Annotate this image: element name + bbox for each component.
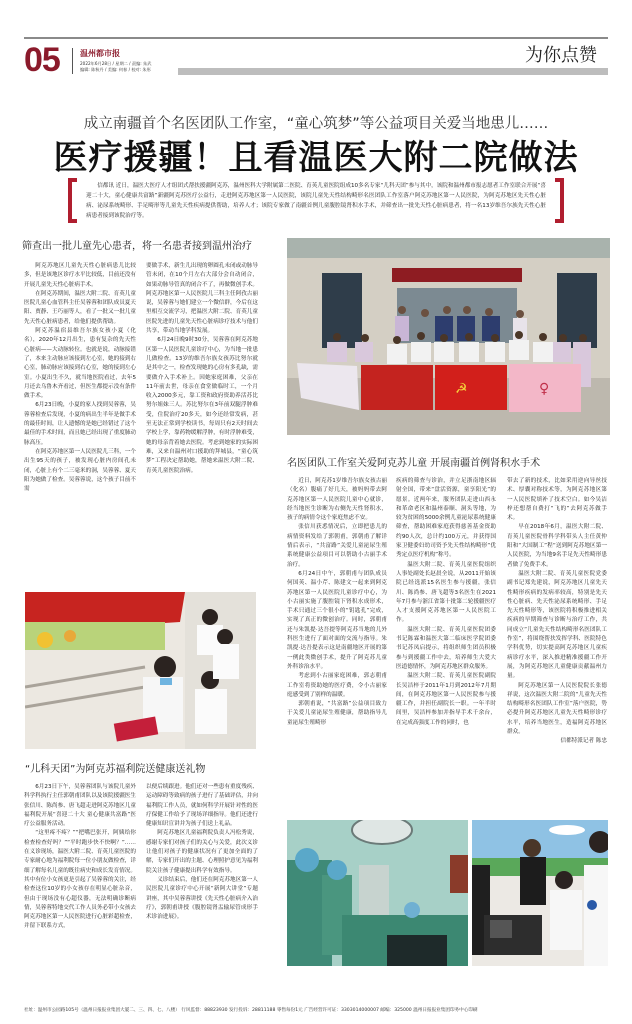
issue-meta	[80, 61, 151, 73]
right-bracket-decoration	[555, 178, 564, 223]
group-photo	[287, 238, 610, 435]
group-photo-illustration	[287, 238, 610, 435]
surgery-photo	[287, 820, 468, 966]
section2-column-2: 疾病的筛查与诊治，并立足浙南地区辐射全国，带来“盘活资源，童享阳光”的愿景。近两年来，服务团队走进山西永和革命老区和温州泰顺、洞头等地，为较为贫困的5000余例儿童泌尿系统健康筛查，帮助困难家庭获得慈善基金资助约90人次，总计约100万元，并获得国家卫健委妇幼司资予先天性结构畸形“优秀定点医疗机构”称号。 温医大附二院、育英儿童医院组织人事处副处长赵晨全说，从2011开始该院已经选派15名医生参与援疆，张信川、陈尚参、唐飞超等3名医生在2021年7月参与浙江省第十批第二轮援疆医疗人才支援阿克苏地区第一人民医院工作。 温医大附二院、育英儿童医院团委书记陈霖和温医大第二临床医学院团委书记苏凤启提示，将组织师生团员积极参与到援疆工作中去，培养师生大爱大医道德情怀，为阿克苏地区群众服务。 温医大附二院、育英儿童医院副院长吴洁梓于2011年1月到2012年7月期间，在阿克苏地区第一人民医院参与援疆工作，并担任副院长一职。一年半时间里，吴洁梓参加并指导手术千余台，在完成高强度工作的同时，也	[396, 478, 496, 726]
section1-column-1: 阿克苏地区儿童先天性心脏病患儿比较多，但是该地区诊疗水平比较低，目前还没有开展儿童先天性心脏病手术。 在阿克苏期间，温医大附二院、育英儿童医院儿童心血管科主任吴蓉蓉和团队成员夏天阳、贾静、王巧丽等人，看了一批又一批儿童先天性心脏病患者，给他们提供帮助。 阿克苏温宿县维吾尔族女孩小夏（化名），2020年12月出生，患有复杂的先天性心脏病——大动脉转位。也就是说，动脉接错了，本来主动脉应该接到左心室，她的接到右心室，肺动脉应该接到右心室，她的接到左心室。小夏出生不久，就当地医院看过，去年5月还去乌鲁木齐看过，但医生都提示没有条件做手术。 6月23日晚，小夏的家人找到吴蓉蓉，吴蓉蓉检查后发现，小夏的病出生半年是做手术的最佳时间，让人遗憾的是她已经错过了这个最佳的手术时间，而且她已经出现了重度肺动脉高压。 在阿克苏地区第一人民医院儿三科，一个出生95天的孩子，被发现心脏内房间孔未闭，心脏上有个二三毫米的洞，吴蓉蓉、夏天阳为她做了检查。吴蓉蓉说，这个孩子目前不需	[24, 263, 136, 493]
section1-column-2: 要做手术，新生儿出现的卵圆孔未闭或动脉导管未闭，在10个月左右大部分会自动闭合，如果动脉导管真的闭合不了，再做微创手术。阿克苏地区第一人民医院儿三科主任阿孜古丽说，吴蓉蓉与她们建立一个微信群，今后在这里相互交流学习，把温医大附二院、育英儿童医院先进的儿童先天性心脏病诊疗技术与他们共享，带动当地学科发展。 6月24日晚9时30分，吴蓉蓉在阿克苏地区第一人民医院儿童诊疗中心，为当地一批患儿做检查。13岁的维吾尔族女孩苏比努尔就是其中之一，检查发现她的心房有多孔缺，需要做介入手术补上。因她家庭困难，父亲在11年前去世，母亲在食堂做临时工，一个月收入2000多元，靠工资和政府资助养活苏比努尔姐妹三人。苏比努尔在3年前双腿浮肿难受，住院治疗20多天，如今还经常发病，甚至无法正常到学校读书，每周只有2天时间去学校上学，靠药物缓解浮肿，有时浮肿难受，她的母亲背着她去医院。考虑到她家的实际困难，又来自温州对口援助的拜城县，“童心筑梦”工程决定帮助她，帮她来温医大附二院、育英儿童医院治病。	[146, 263, 258, 474]
group-photo-caption: 名医团队工作室关爱阿克苏儿童 开展南疆首例肾积水手术	[287, 458, 541, 469]
section1-title: 筛查出一批儿童先心患者，将一名患者接到温州治疗	[22, 241, 252, 252]
clinic-photo-caption: “儿科天团”为阿克苏福利院送健康送礼物	[25, 764, 206, 775]
section2-column-3: 带去了新的技术，比如采用逆向导丝技术、厚囊对称技术等，为阿克苏地区第一人民医院填补了技术空白。如今吴洁梓还想帮自费打“飞的”去阿克苏做手术。 早在2018年6月，温医大附二院、育英儿童医院骨科学科带头人主任黄仲阳和“大国制工”程“送到阿克苏地区第一人民医院，为当地9名手足先天性畸形患者做了免费手术。 温医大附二院、育英儿童医院党委副书记郑先建说，阿克苏地区儿童先天性畸形疾病的发病率较高，特别是先天性心脏病、先天性泌尿系统畸形、手足先天性畸形等，该医院将积极推进相关疾病的早期筛查与诊断与治疗工作，共同成立“儿童先天性结构畸形名医团队工作室”，将围绕帮扶发挥学科、医院特色学科优势，切实提高阿克苏地区儿童疾病诊疗水平，深入推进精准援疆工作开展，为阿克苏地区儿童健康贡献温州力量。 阿克苏地区第一人民医院院长张德祥说，这次温医大附二院的“儿童先天性结构畸形名医团队工作室”落户医院，势必提升阿克苏地区儿童先天性畸形诊疗水平，培养当地医生，造福阿克苏地区群众。 信都特派记者 陈忠	[507, 477, 607, 747]
svg-text:♀: ♀	[539, 381, 550, 397]
issue-date-line: 2022年6月28日 / 星期二 / 责编: 朱武	[80, 61, 152, 66]
article-headline: 医疗援疆！且看温医大附二院做法	[53, 138, 579, 178]
article-lead: 信都讯 近日，温医大医疗人才组团式帮扶援疆阿克苏，温州医科大学附属第二医院、育英儿童医院组成10多名专家“儿科天团”参与其中，该院和温州都市报志愿者工作室联合开展“喜迎二十大，童心健康共富路”新疆阿克苏医疗公益行，走进阿克苏地区第一人民医院，该院儿童先天性结构畸形名医团队工作室落户阿克苏地区第一人民医院，为阿克苏地区先天性心脏病、泌尿系统畸形、手足畸形等儿童先天性疾病提供帮助，培养人才；该院专家做了南疆首例儿童腹腔镜肾积水手术，并筛查出一批先天性心脏病患者，将一名13岁维吾尔族先天性心脏病患者接到该院治疗等。	[86, 183, 546, 219]
section2-column-1: 近日，阿克苏1岁维吾尔族女孩古丽（化名）腹痛了好几天，被妈妈带去阿克苏地区第一人民医院儿童中心就诊，经当地医生诊断为右侧先天性肾积水，孩子的病情令这个家庭焦虑不安。 张信川获悉情况后，立即把患儿的病情资料发给了郭朝甫，郭朝甫了解详情后表示，“共富路”关爱儿童泌尿生殖系统健康公益项目可以帮助小古丽手术治疗。 6月24日中午，郭朝甫与团队成员何国英、温小芹、陈建文一起来到阿克苏地区第一人民医院儿童诊疗中心，为小古丽实施了腹腔镜下肾积水成形术，手术只通过三个很小的“钥匙孔”完成，实现了真正的微创治疗。同时，郭朝甫还与朱凯提·达吾提等阿克苏当地的儿外科医生进行了面对面的交流与指导。朱凯提·达吾提表示这是南疆地区开展的第一例此类微创手术，提升了阿克苏儿童外科诊治水平。 考虑到小古丽家庭困难，郭志朝甫工作室将资助她的医疗费，令小古丽家庭感受到了别样的温暖。 郭朝甫说，“共富路”公益项目致力于关爱儿童泌尿生殖健康，帮助指导儿童泌尿生殖畸形	[287, 478, 387, 726]
masthead-divider	[72, 48, 73, 74]
section3-column-2: 以便后续跟进。他们还对一些患有重度残疾、运动障碍等致病的孩子进行了基础评估，并向福利院工作人员，就如何科学开展针对性的医疗保健工作给予了现场详细指导。他们还进行健康知识宣讲并为孩子们送上礼品。 阿克苏地区儿童福利院负责人冯松秀说，感谢专家们对孩子们的关心与关爱，此次义诊让他们对孩子的健康状况有了更加全面的了解，专家们开出的主题、心理照护意见为福利院关注孩子健康提出科学有效指导。 义诊结束后，他们还在阿克苏地区第一人民医院儿童诊疗中心开展“新阿大讲堂”专题讲座，其中吴蓉蓉讲授《先天性心脏病介入治疗》，郭朝甫讲授《腹腔镜肾盂输尿管成形手术诊治进展》。	[146, 784, 258, 921]
left-bracket-decoration	[68, 178, 77, 223]
ultrasound-photo	[472, 820, 608, 966]
footer-imprint: 社址：温州市公园路105号（温州日报报业集团大厦二、三、四、七、八楼） 行风监督：88823930 发行投诉：28811188 零售每份1元 广告经营许可证：3303014000007 邮编：325000 温州日报报业集团印务中心印刷	[24, 1008, 478, 1013]
reporter-byline: 信都特派记者 陈忠	[560, 738, 607, 745]
section-title: 为你点赞	[525, 45, 597, 66]
clinic-photo	[25, 592, 256, 749]
section3-column-1: 6月23日下午，吴蓉蓉团队与该院儿童外科学科执行主任郭朝甫团队以及该院援疆医生张信川、陈尚参、唐飞超走进阿克苏地区儿童福利院开展“喜迎二十大 童心健康共富路”医疗公益服务活动。 “这里疼不疼？”“把嘴巴张开，阿姨给你检查检查好吗？”“平时跑步快不快啊？”……在义诊现场，温医大附二院、育英儿童医院的专家耐心地为福利院每一位小朋友做检查，详细了解每名儿童的既往病史和成长发育情况。其中有位小女孩更是引起了吴蓉蓉的关注，经检查这位10岁的小女孩存在明显心脏杂音，但由于现场没有心超仪器，无法明确诊断病情，吴蓉蓉特地交代工作人员务必带小女孩去阿克苏地区第一人民医院进行心脏彩超检查，并留下联系方式，	[24, 784, 136, 930]
ultrasound-photo-illustration	[472, 820, 608, 966]
page-number: 05	[24, 41, 60, 79]
surgery-photo-illustration	[287, 820, 468, 966]
clinic-photo-illustration	[25, 592, 256, 749]
top-rule	[24, 37, 608, 39]
svg-text:☭: ☭	[455, 381, 468, 397]
paper-name: 温州都市报	[80, 49, 120, 58]
masthead-grey-bar	[178, 68, 608, 75]
issue-staff-line: 编辑: 陈秋丹 / 美编: 何春 / 校对: 朱彤	[80, 67, 151, 72]
article-subhead: 成立南疆首个名医团队工作室，“童心筑梦”等公益项目关爱当地患儿……	[83, 116, 549, 132]
